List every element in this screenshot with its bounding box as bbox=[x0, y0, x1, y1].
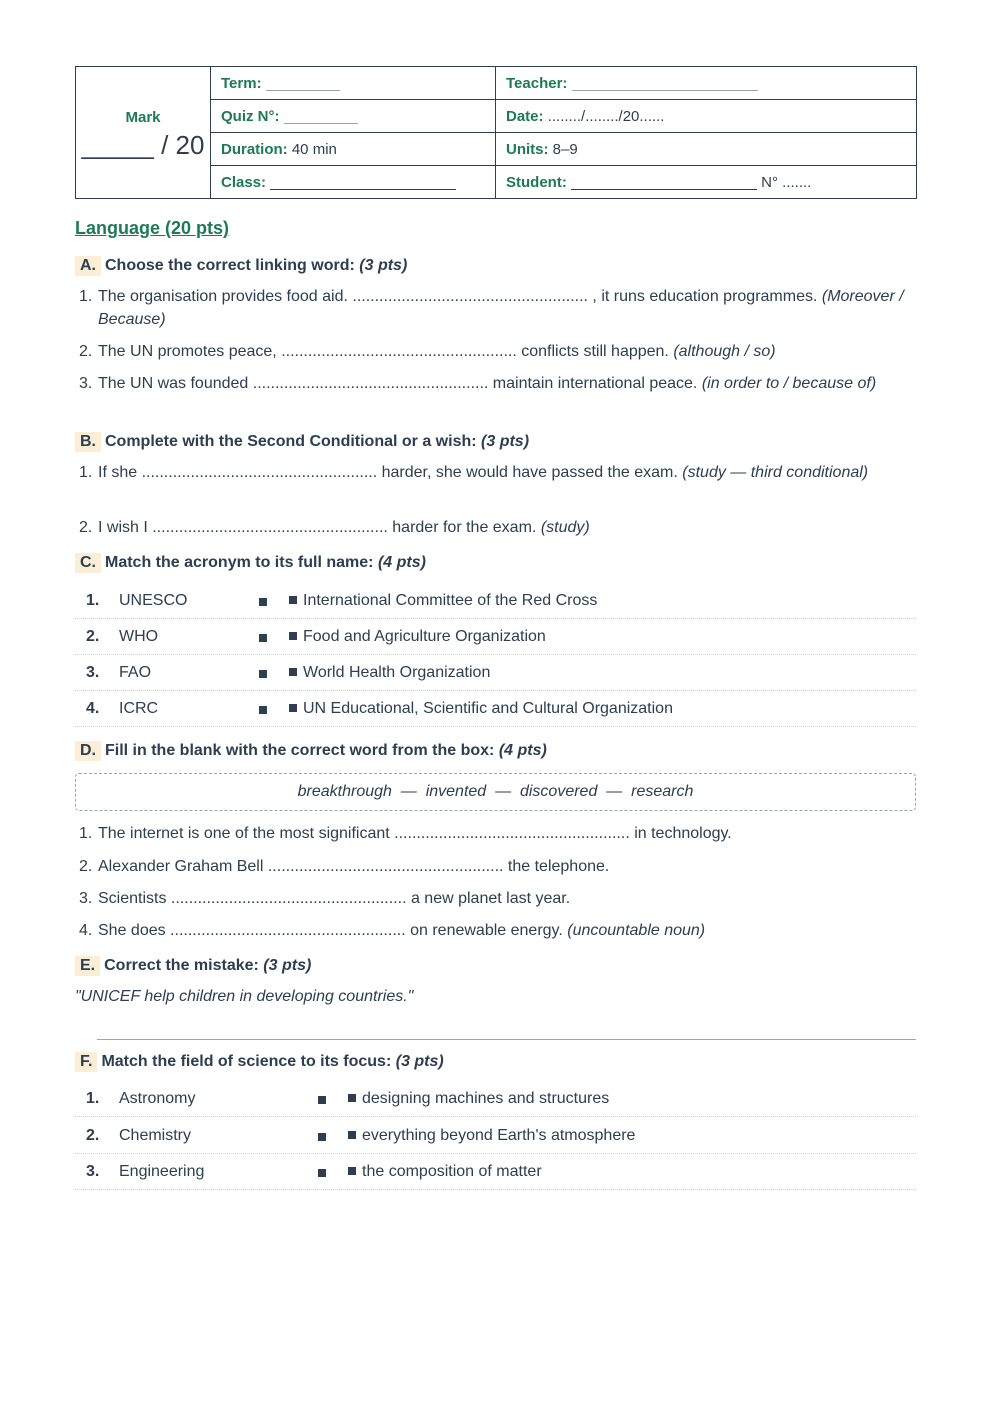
match-point[interactable] bbox=[259, 598, 267, 606]
question-points: (3 pts) bbox=[263, 957, 312, 974]
date-value[interactable]: ......../......../20...... bbox=[547, 107, 665, 125]
match-left: ICRC bbox=[119, 700, 159, 717]
match-point[interactable] bbox=[318, 1133, 326, 1141]
student-label: Student: bbox=[506, 173, 567, 191]
question-title: Complete with the Second Conditional or a wish: bbox=[105, 433, 477, 450]
item-hint: (in order to / because of) bbox=[701, 375, 877, 392]
match-left: Astronomy bbox=[119, 1090, 196, 1107]
item-hint: (Moreover / Because) bbox=[98, 288, 904, 328]
class-cell[interactable] bbox=[211, 166, 496, 199]
units-cell bbox=[496, 133, 917, 166]
item-number: 1. bbox=[79, 288, 93, 305]
answer-line[interactable] bbox=[97, 1039, 916, 1040]
question-points: (3 pts) bbox=[359, 257, 408, 274]
match-left: FAO bbox=[119, 664, 152, 681]
item-hint: (uncountable noun) bbox=[567, 922, 706, 939]
question-title: Match the field of science to its focus: bbox=[101, 1053, 392, 1070]
date-label: Date: bbox=[506, 107, 544, 125]
question-item bbox=[79, 340, 914, 363]
header-block bbox=[75, 66, 916, 199]
square-bullet-icon bbox=[348, 1094, 356, 1102]
match-row bbox=[75, 582, 916, 619]
match-right-text: the composition of matter bbox=[362, 1163, 542, 1180]
match-point[interactable] bbox=[318, 1096, 326, 1104]
match-row bbox=[75, 1080, 916, 1117]
duration-cell bbox=[211, 133, 496, 166]
match-right-text: International Committee of the Red Cross bbox=[303, 592, 598, 609]
question-points: (3 pts) bbox=[395, 1053, 444, 1070]
question-title: Correct the mistake: bbox=[104, 957, 259, 974]
units-value: 8–9 bbox=[552, 140, 578, 158]
item-hint: (although / so) bbox=[673, 343, 776, 360]
item-text: The UN was founded ..................................................... maintain international peace. bbox=[98, 375, 698, 392]
match-number: 4. bbox=[86, 700, 100, 717]
question-item bbox=[79, 919, 914, 942]
item-number: 1. bbox=[79, 464, 93, 481]
square-bullet-icon bbox=[289, 596, 297, 604]
match-number: 3. bbox=[86, 664, 100, 681]
match-right-text: everything beyond Earth's atmosphere bbox=[362, 1127, 636, 1144]
square-bullet-icon bbox=[348, 1167, 356, 1175]
quiz-label: Quiz N°: bbox=[221, 107, 280, 125]
match-point[interactable] bbox=[259, 634, 267, 642]
match-right-text: World Health Organization bbox=[303, 664, 491, 681]
question-title: Choose the correct linking word: bbox=[105, 257, 355, 274]
question-letter: E. bbox=[75, 956, 100, 976]
square-bullet-icon bbox=[289, 668, 297, 676]
square-bullet-icon bbox=[289, 704, 297, 712]
term-cell[interactable] bbox=[211, 67, 496, 100]
question-item bbox=[79, 887, 914, 910]
match-point[interactable] bbox=[259, 706, 267, 714]
match-point[interactable] bbox=[259, 670, 267, 678]
item-hint: (study) bbox=[540, 519, 590, 536]
mark-cell bbox=[76, 67, 211, 199]
question-letter: B. bbox=[75, 432, 101, 452]
match-row bbox=[75, 654, 916, 691]
question-points: (3 pts) bbox=[481, 433, 530, 450]
item-hint: (study — third conditional) bbox=[682, 464, 869, 481]
match-number: 2. bbox=[86, 628, 100, 645]
match-number: 1. bbox=[86, 1090, 100, 1107]
item-number: 4. bbox=[79, 922, 93, 939]
duration-label: Duration: bbox=[221, 140, 288, 158]
quiz-cell[interactable] bbox=[211, 100, 496, 133]
item-text: Scientists ..................................................... a new planet last year. bbox=[98, 890, 571, 907]
match-right[interactable] bbox=[348, 1163, 542, 1181]
match-number: 2. bbox=[86, 1127, 100, 1144]
question-item bbox=[79, 285, 914, 331]
match-right-text: designing machines and structures bbox=[362, 1090, 610, 1107]
question-item bbox=[79, 822, 914, 845]
question-c-heading bbox=[75, 553, 426, 573]
match-number: 1. bbox=[86, 592, 100, 609]
student-blank[interactable] bbox=[571, 175, 757, 190]
mark-value: _____ / 20 bbox=[81, 129, 205, 160]
question-points: (4 pts) bbox=[377, 554, 426, 571]
question-d-heading bbox=[75, 741, 547, 761]
term-label: Term: bbox=[221, 74, 262, 92]
question-title: Match the acronym to its full name: bbox=[105, 554, 374, 571]
teacher-cell[interactable] bbox=[496, 67, 917, 100]
match-row bbox=[75, 618, 916, 655]
match-right-text: UN Educational, Scientific and Cultural Organization bbox=[303, 700, 673, 717]
match-number: 3. bbox=[86, 1163, 100, 1180]
question-item bbox=[79, 516, 914, 539]
item-number: 1. bbox=[79, 825, 93, 842]
date-cell[interactable] bbox=[496, 100, 917, 133]
question-letter: D. bbox=[75, 741, 101, 761]
word-box: breakthrough — invented — discovered — research bbox=[75, 773, 916, 811]
item-number: 2. bbox=[79, 519, 93, 536]
item-number: 2. bbox=[79, 858, 93, 875]
question-letter: C. bbox=[75, 553, 101, 573]
term-blank[interactable] bbox=[266, 76, 340, 91]
student-number[interactable]: N° ....... bbox=[761, 173, 812, 191]
match-right[interactable] bbox=[348, 1090, 609, 1108]
item-text: The internet is one of the most significant ..................................................... in technology. bbox=[98, 825, 732, 842]
match-left: Chemistry bbox=[119, 1127, 192, 1144]
question-item bbox=[79, 372, 914, 395]
match-right[interactable] bbox=[348, 1127, 635, 1145]
header-table bbox=[75, 66, 917, 199]
item-number: 3. bbox=[79, 375, 93, 392]
teacher-blank[interactable] bbox=[572, 76, 758, 91]
section-title: Language (20 pts) bbox=[75, 218, 230, 238]
class-blank[interactable] bbox=[270, 175, 456, 190]
match-left: Engineering bbox=[119, 1163, 205, 1180]
question-title: Fill in the blank with the correct word from the box: bbox=[105, 742, 495, 759]
item-number: 2. bbox=[79, 343, 93, 360]
question-item bbox=[79, 461, 914, 484]
match-left: WHO bbox=[119, 628, 159, 645]
match-left: UNESCO bbox=[119, 592, 188, 609]
student-cell[interactable] bbox=[496, 166, 917, 199]
match-right[interactable] bbox=[289, 664, 490, 682]
square-bullet-icon bbox=[289, 632, 297, 640]
item-text: Alexander Graham Bell ..................................................... the telephone. bbox=[98, 858, 610, 875]
question-item bbox=[79, 855, 914, 878]
mark-label: Mark bbox=[125, 108, 161, 126]
match-row bbox=[75, 1153, 916, 1190]
question-letter: F. bbox=[75, 1052, 97, 1072]
question-e-heading bbox=[75, 956, 311, 976]
item-text: The organisation provides food aid. ..................................................... , it runs education programmes. bbox=[98, 288, 818, 305]
item-number: 3. bbox=[79, 890, 93, 907]
question-a-heading bbox=[75, 256, 407, 276]
item-text: If she ..................................................... harder, she would have passed the exam. bbox=[98, 464, 678, 481]
item-text: I wish I ..................................................... harder for the exam. bbox=[98, 519, 537, 536]
match-right[interactable] bbox=[289, 628, 546, 646]
question-b-heading bbox=[75, 432, 529, 452]
quiz-blank[interactable] bbox=[284, 109, 358, 124]
item-text: She does ..................................................... on renewable energy. bbox=[98, 922, 563, 939]
square-bullet-icon bbox=[348, 1131, 356, 1139]
match-row bbox=[75, 690, 916, 727]
match-row bbox=[75, 1117, 916, 1154]
question-f-heading bbox=[75, 1052, 444, 1072]
match-point[interactable] bbox=[318, 1169, 326, 1177]
question-letter: A. bbox=[75, 256, 101, 276]
match-right[interactable] bbox=[289, 700, 673, 718]
match-right-text: Food and Agriculture Organization bbox=[303, 628, 546, 645]
item-text: The UN promotes peace, ..................................................... conflicts still happen. bbox=[98, 343, 669, 360]
units-label: Units: bbox=[506, 140, 549, 158]
question-points: (4 pts) bbox=[498, 742, 547, 759]
mistake-sentence: "UNICEF help children in developing countries." bbox=[75, 988, 414, 1005]
class-label: Class: bbox=[221, 173, 267, 191]
teacher-label: Teacher: bbox=[506, 74, 568, 92]
match-right[interactable] bbox=[289, 592, 597, 610]
duration-value: 40 min bbox=[291, 140, 337, 158]
